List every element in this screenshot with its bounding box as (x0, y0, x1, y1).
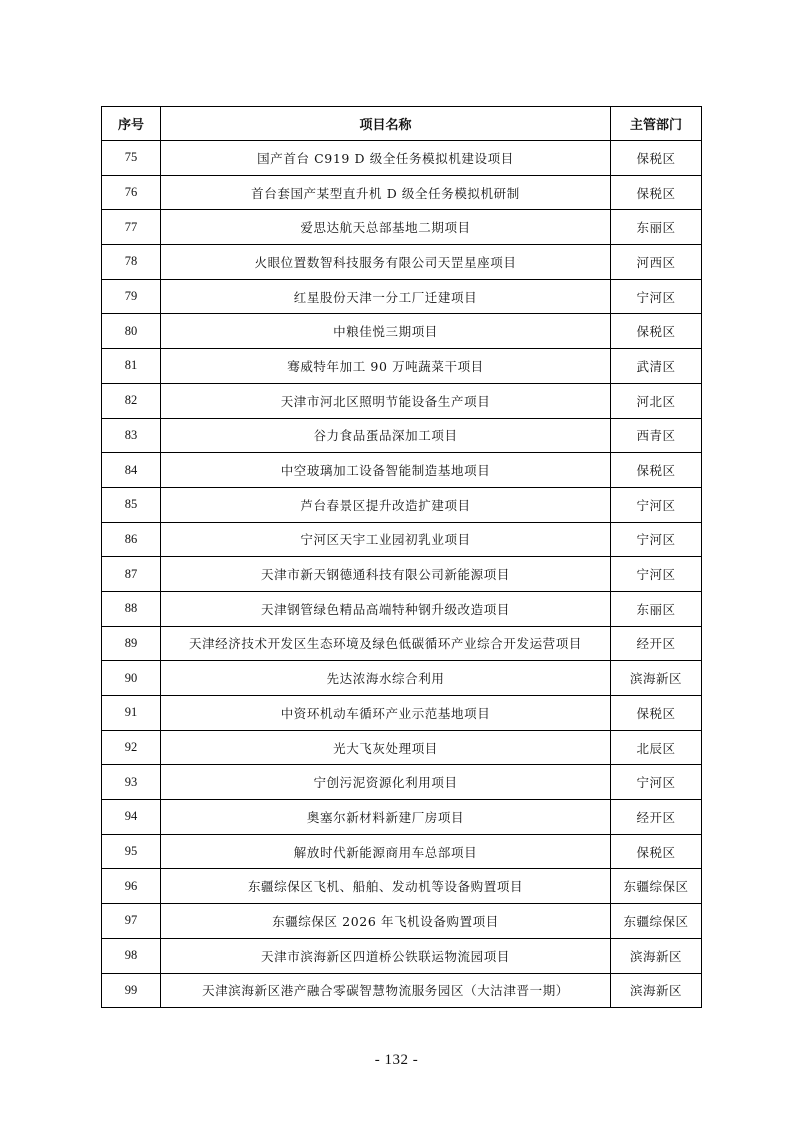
row-department: 滨海新区 (611, 973, 702, 1008)
row-seq: 97 (102, 904, 161, 939)
row-seq: 80 (102, 314, 161, 349)
row-department: 保税区 (611, 314, 702, 349)
row-project-name: 天津滨海新区港产融合零碳智慧物流服务园区（大沽津晋一期） (161, 973, 611, 1008)
row-seq: 98 (102, 938, 161, 973)
page-number: - 132 - (374, 1052, 419, 1068)
table-row (102, 314, 702, 349)
table-row (102, 626, 702, 661)
row-department: 东疆综保区 (611, 904, 702, 939)
row-project-name: 解放时代新能源商用车总部项目 (161, 834, 611, 869)
table-row (102, 661, 702, 696)
row-department: 河北区 (611, 383, 702, 418)
row-department: 保税区 (611, 834, 702, 869)
row-seq: 85 (102, 487, 161, 522)
table-row (102, 175, 702, 210)
header-project-name: 项目名称 (161, 107, 611, 141)
row-department: 宁河区 (611, 487, 702, 522)
row-seq: 92 (102, 730, 161, 765)
header-seq: 序号 (102, 107, 161, 141)
project-table (101, 106, 702, 1008)
row-department: 北辰区 (611, 730, 702, 765)
row-seq: 83 (102, 418, 161, 453)
table-row (102, 869, 702, 904)
row-seq: 87 (102, 557, 161, 592)
row-project-name: 天津市滨海新区四道桥公铁联运物流园项目 (161, 938, 611, 973)
row-project-name: 天津市河北区照明节能设备生产项目 (161, 383, 611, 418)
row-seq: 93 (102, 765, 161, 800)
row-department: 河西区 (611, 245, 702, 280)
table-header-row (102, 107, 702, 141)
row-department: 宁河区 (611, 557, 702, 592)
row-project-name: 火眼位置数智科技服务有限公司天罡星座项目 (161, 245, 611, 280)
row-department: 宁河区 (611, 522, 702, 557)
row-seq: 89 (102, 626, 161, 661)
row-seq: 99 (102, 973, 161, 1008)
row-project-name: 中资环机动车循环产业示范基地项目 (161, 696, 611, 731)
row-department: 东疆综保区 (611, 869, 702, 904)
table-body (102, 141, 702, 1008)
row-department: 滨海新区 (611, 938, 702, 973)
row-project-name: 谷力食品蛋品深加工项目 (161, 418, 611, 453)
table-row (102, 141, 702, 176)
table-row (102, 210, 702, 245)
table-row (102, 418, 702, 453)
row-seq: 96 (102, 869, 161, 904)
row-department: 武清区 (611, 349, 702, 384)
row-seq: 81 (102, 349, 161, 384)
table-row (102, 973, 702, 1008)
table-row (102, 765, 702, 800)
row-seq: 86 (102, 522, 161, 557)
row-seq: 94 (102, 800, 161, 835)
table-row (102, 591, 702, 626)
row-seq: 90 (102, 661, 161, 696)
row-project-name: 东疆综保区 2026 年飞机设备购置项目 (161, 904, 611, 939)
table-row (102, 557, 702, 592)
row-project-name: 爱思达航天总部基地二期项目 (161, 210, 611, 245)
table-row (102, 245, 702, 280)
row-department: 宁河区 (611, 765, 702, 800)
row-department: 保税区 (611, 453, 702, 488)
row-project-name: 宁创污泥资源化利用项目 (161, 765, 611, 800)
row-department: 东丽区 (611, 210, 702, 245)
row-department: 滨海新区 (611, 661, 702, 696)
row-seq: 91 (102, 696, 161, 731)
row-department: 西青区 (611, 418, 702, 453)
row-seq: 84 (102, 453, 161, 488)
header-department: 主管部门 (611, 107, 702, 141)
row-seq: 88 (102, 591, 161, 626)
row-project-name: 中空玻璃加工设备智能制造基地项目 (161, 453, 611, 488)
row-seq: 82 (102, 383, 161, 418)
row-department: 宁河区 (611, 279, 702, 314)
table-row (102, 487, 702, 522)
table-row (102, 938, 702, 973)
row-project-name: 首台套国产某型直升机 D 级全任务模拟机研制 (161, 175, 611, 210)
table-row (102, 800, 702, 835)
row-department: 保税区 (611, 141, 702, 176)
row-project-name: 光大飞灰处理项目 (161, 730, 611, 765)
row-department: 经开区 (611, 626, 702, 661)
row-seq: 78 (102, 245, 161, 280)
row-seq: 79 (102, 279, 161, 314)
row-department: 经开区 (611, 800, 702, 835)
row-department: 东丽区 (611, 591, 702, 626)
row-seq: 75 (102, 141, 161, 176)
row-project-name: 天津钢管绿色精品高端特种钢升级改造项目 (161, 591, 611, 626)
table-row (102, 522, 702, 557)
row-seq: 77 (102, 210, 161, 245)
row-project-name: 奥塞尔新材料新建厂房项目 (161, 800, 611, 835)
row-department: 保税区 (611, 696, 702, 731)
row-project-name: 天津经济技术开发区生态环境及绿色低碳循环产业综合开发运营项目 (161, 626, 611, 661)
table-row (102, 279, 702, 314)
row-project-name: 宁河区天宇工业园初乳业项目 (161, 522, 611, 557)
table-row (102, 834, 702, 869)
row-seq: 95 (102, 834, 161, 869)
row-project-name: 国产首台 C919 D 级全任务模拟机建设项目 (161, 141, 611, 176)
row-project-name: 芦台春景区提升改造扩建项目 (161, 487, 611, 522)
table-row (102, 730, 702, 765)
table-row (102, 349, 702, 384)
row-project-name: 东疆综保区飞机、船舶、发动机等设备购置项目 (161, 869, 611, 904)
row-seq: 76 (102, 175, 161, 210)
table-row (102, 383, 702, 418)
row-project-name: 骞威特年加工 90 万吨蔬菜干项目 (161, 349, 611, 384)
row-project-name: 红星股份天津一分工厂迁建项目 (161, 279, 611, 314)
table-row (102, 696, 702, 731)
row-department: 保税区 (611, 175, 702, 210)
row-project-name: 中粮佳悦三期项目 (161, 314, 611, 349)
row-project-name: 天津市新天钢德通科技有限公司新能源项目 (161, 557, 611, 592)
row-project-name: 先达浓海水综合利用 (161, 661, 611, 696)
table-row (102, 904, 702, 939)
table-row (102, 453, 702, 488)
